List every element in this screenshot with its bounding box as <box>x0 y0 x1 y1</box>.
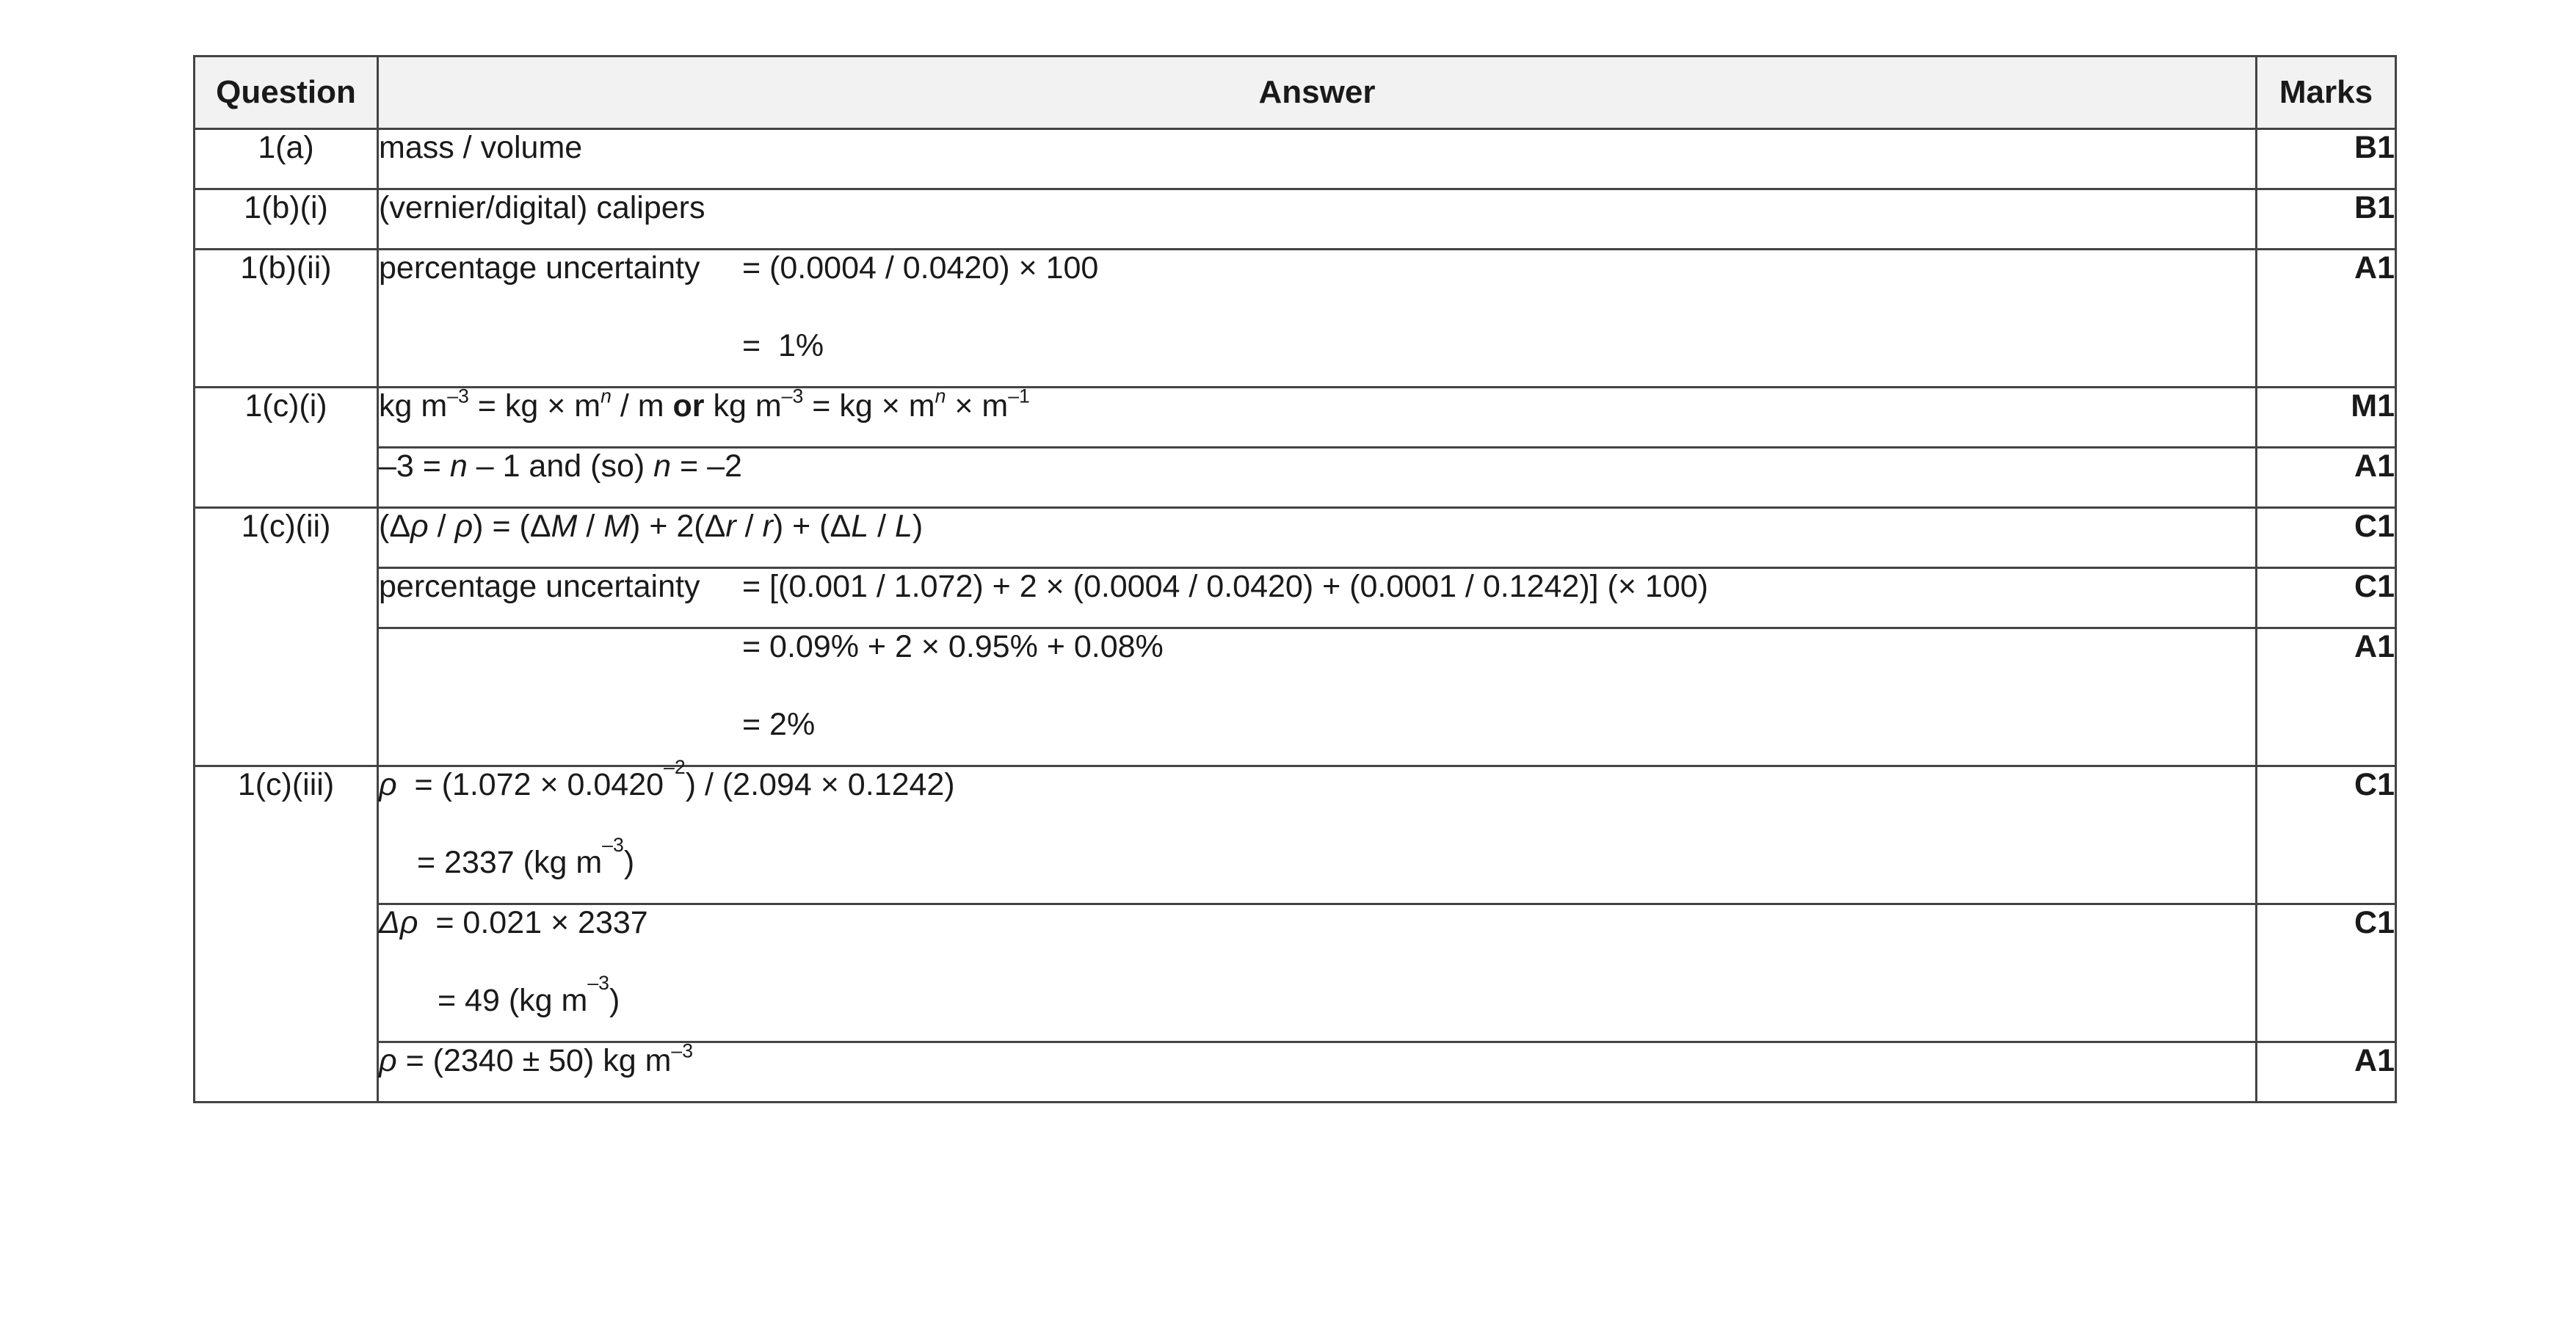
header-answer: Answer <box>378 57 2257 129</box>
exponent-solution: –3 = n – 1 and (so) n = –2 <box>379 448 742 484</box>
header-question: Question <box>195 57 378 129</box>
answer-cell <box>378 385 2257 448</box>
answer-working: = [(0.001 / 1.072) + 2 × (0.0004 / 0.0420) + (0.0001 / 0.1242)] (× 100) <box>742 569 1708 604</box>
question-number: 1(b)(ii) <box>195 250 378 388</box>
answer-cell: Δρ = 0.021 × 2337 = 49 (kg m –3 ) <box>378 904 2257 1042</box>
table-row <box>195 1042 2396 1103</box>
answer-cell <box>378 250 2257 388</box>
mark-cell: B1 <box>2257 189 2396 250</box>
answer-result: = 1% <box>742 328 824 363</box>
mark-cell: B1 <box>2257 129 2396 189</box>
question-number: 1(c)(iii) <box>195 766 378 1103</box>
answer-working: = 0.09% + 2 × 0.95% + 0.08% <box>742 629 1164 664</box>
uncertainty-formula: (Δρ / ρ) = (ΔM / M) + 2(Δr / r) + (ΔL / L) <box>379 509 924 544</box>
table-row <box>195 628 2396 766</box>
mark-cell: C1 <box>2257 904 2396 1042</box>
mark-cell: C1 <box>2257 508 2396 568</box>
answer-cell <box>378 568 2257 628</box>
table-row <box>195 129 2396 189</box>
answer-label: percentage uncertainty <box>379 250 700 286</box>
answer-cell <box>378 448 2257 508</box>
mark-cell: C1 <box>2257 766 2396 904</box>
table-row <box>195 904 2396 1042</box>
mark-cell: A1 <box>2257 250 2396 388</box>
answer-cell <box>378 628 2257 766</box>
answer-cell: (vernier/digital) calipers <box>378 189 2257 250</box>
answer-cell <box>378 1039 2257 1103</box>
answer-label: percentage uncertainty <box>379 569 700 604</box>
answer-cell <box>378 508 2257 568</box>
table-row <box>195 508 2396 568</box>
table-row <box>195 250 2396 388</box>
table-row <box>195 388 2396 448</box>
table-row <box>195 448 2396 508</box>
answer-cell: mass / volume <box>378 129 2257 189</box>
question-number: 1(c)(i) <box>195 388 378 508</box>
table-row <box>195 766 2396 904</box>
question-number: 1(c)(ii) <box>195 508 378 766</box>
table-row <box>195 568 2396 628</box>
mark-cell: A1 <box>2257 1042 2396 1103</box>
question-number: 1(b)(i) <box>195 189 378 250</box>
table-row <box>195 189 2396 250</box>
mark-scheme-table <box>193 55 2397 1103</box>
answer-working: = (0.0004 / 0.0420) × 100 <box>742 250 1099 286</box>
mark-cell: A1 <box>2257 448 2396 508</box>
header-marks: Marks <box>2257 57 2396 129</box>
mark-cell: C1 <box>2257 568 2396 628</box>
question-number: 1(a) <box>195 129 378 189</box>
answer-cell: ρ = (1.072 × 0.0420 –2 ) / (2.094 × 0.1242) = 2337 (kg m –3 ) <box>378 766 2257 904</box>
mark-cell: M1 <box>2257 388 2396 448</box>
header-row <box>195 57 2396 129</box>
mark-cell: A1 <box>2257 628 2396 766</box>
unit-equation: kg $m^{-3}$ = kg × $m^n$ / m or kg $m^{-3}$ = kg × $m^n \times m^{-1}$ <box>379 385 1030 424</box>
answer-result: = 2% <box>742 707 816 742</box>
final-answer: ρ = (2340 ± 50) kg $m^{-3}$ <box>379 1039 694 1078</box>
